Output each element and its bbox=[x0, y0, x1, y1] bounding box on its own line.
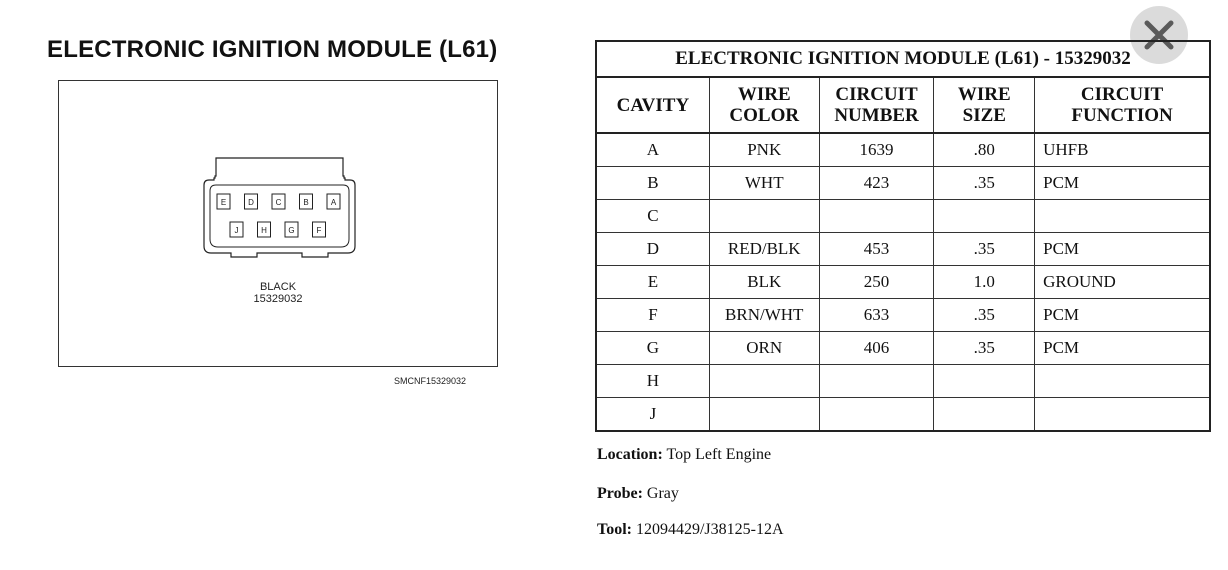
column-header-text: CAVITY bbox=[616, 94, 690, 116]
table-cell bbox=[819, 398, 934, 432]
diagram-title: ELECTRONIC IGNITION MODULE (L61) bbox=[47, 36, 498, 63]
column-header-text: CIRCUIT bbox=[1080, 84, 1164, 105]
table-cell: B bbox=[596, 167, 709, 200]
pin-label: H bbox=[261, 226, 267, 235]
table-cell: GROUND bbox=[1035, 266, 1210, 299]
probe-label: Probe: bbox=[597, 485, 643, 502]
column-header bbox=[819, 77, 934, 133]
table-cell: A bbox=[596, 133, 709, 167]
table-cell: G bbox=[596, 332, 709, 365]
table-row bbox=[596, 133, 1210, 167]
table-cell bbox=[1035, 365, 1210, 398]
table-cell: PCM bbox=[1035, 167, 1210, 200]
pin-label: A bbox=[330, 198, 337, 207]
table-row bbox=[596, 398, 1210, 432]
pin-label: C bbox=[275, 198, 282, 207]
table-cell: J bbox=[596, 398, 709, 432]
column-header-text: COLOR bbox=[729, 105, 800, 126]
table-cell: 1639 bbox=[819, 133, 934, 167]
pin-label: G bbox=[288, 226, 295, 235]
column-header bbox=[1035, 77, 1210, 133]
table-cell: C bbox=[596, 200, 709, 233]
table-cell: H bbox=[596, 365, 709, 398]
connector-outline bbox=[204, 158, 355, 257]
table-cell bbox=[709, 365, 819, 398]
table-cell: PCM bbox=[1035, 299, 1210, 332]
connector-drawing bbox=[59, 81, 499, 368]
table-row bbox=[596, 167, 1210, 200]
column-header bbox=[709, 77, 819, 133]
table-cell bbox=[819, 365, 934, 398]
table-cell bbox=[709, 200, 819, 233]
column-header-text: SIZE bbox=[962, 105, 1006, 126]
table-cell: PCM bbox=[1035, 332, 1210, 365]
tool-note bbox=[597, 521, 784, 539]
table-title: ELECTRONIC IGNITION MODULE (L61) - 15329032 bbox=[596, 41, 1210, 77]
table-cell: PCM bbox=[1035, 233, 1210, 266]
table-cell: F bbox=[596, 299, 709, 332]
table-cell: .35 bbox=[934, 332, 1035, 365]
pin-label: F bbox=[316, 226, 322, 235]
table-cell: E bbox=[596, 266, 709, 299]
table-cell: .80 bbox=[934, 133, 1035, 167]
location-label: Location: bbox=[597, 446, 663, 463]
table-cell bbox=[934, 398, 1035, 432]
table-row bbox=[596, 233, 1210, 266]
table-cell: D bbox=[596, 233, 709, 266]
table-cell: 250 bbox=[819, 266, 934, 299]
table-cell: 633 bbox=[819, 299, 934, 332]
pin-label: E bbox=[220, 198, 227, 207]
column-header-text: NUMBER bbox=[834, 105, 919, 126]
connector-color-label: BLACK bbox=[259, 281, 297, 293]
connector-part-number: 15329032 bbox=[253, 293, 303, 305]
column-header-text: WIRE bbox=[737, 84, 791, 105]
table-cell: 453 bbox=[819, 233, 934, 266]
location-value: Top Left Engine bbox=[666, 446, 772, 463]
figure-code: SMCNF15329032 bbox=[394, 376, 467, 386]
table-cell: 406 bbox=[819, 332, 934, 365]
table-row bbox=[596, 299, 1210, 332]
table-cell: .35 bbox=[934, 299, 1035, 332]
table-cell: BRN/WHT bbox=[709, 299, 819, 332]
column-header-text: WIRE bbox=[957, 84, 1011, 105]
table-cell bbox=[819, 200, 934, 233]
column-header bbox=[596, 77, 709, 133]
table-cell: RED/BLK bbox=[709, 233, 819, 266]
pin-label: B bbox=[303, 198, 309, 207]
table-row bbox=[596, 332, 1210, 365]
table-cell bbox=[934, 200, 1035, 233]
table-row bbox=[596, 200, 1210, 233]
table-cell: .35 bbox=[934, 233, 1035, 266]
location-note bbox=[597, 446, 771, 464]
column-header bbox=[934, 77, 1035, 133]
pinout-table bbox=[595, 40, 1211, 432]
table-cell: ORN bbox=[709, 332, 819, 365]
tool-value: 12094429/J38125-12A bbox=[635, 521, 784, 538]
table-cell: .35 bbox=[934, 167, 1035, 200]
table-row bbox=[596, 266, 1210, 299]
table-row bbox=[596, 365, 1210, 398]
table-cell bbox=[934, 365, 1035, 398]
table-cell: UHFB bbox=[1035, 133, 1210, 167]
table-cell bbox=[709, 398, 819, 432]
probe-note bbox=[597, 485, 679, 503]
column-header-text: FUNCTION bbox=[1071, 105, 1173, 126]
table-cell: WHT bbox=[709, 167, 819, 200]
table-cell: BLK bbox=[709, 266, 819, 299]
table-cell bbox=[1035, 200, 1210, 233]
pin-label: D bbox=[248, 198, 254, 207]
column-header-text: CIRCUIT bbox=[835, 84, 918, 105]
connector-diagram bbox=[58, 80, 498, 367]
table-cell: PNK bbox=[709, 133, 819, 167]
tool-label: Tool: bbox=[597, 521, 632, 538]
probe-value: Gray bbox=[646, 485, 679, 502]
table-cell: 423 bbox=[819, 167, 934, 200]
table-cell: 1.0 bbox=[934, 266, 1035, 299]
table-cell bbox=[1035, 398, 1210, 432]
pin-label: J bbox=[234, 226, 239, 235]
